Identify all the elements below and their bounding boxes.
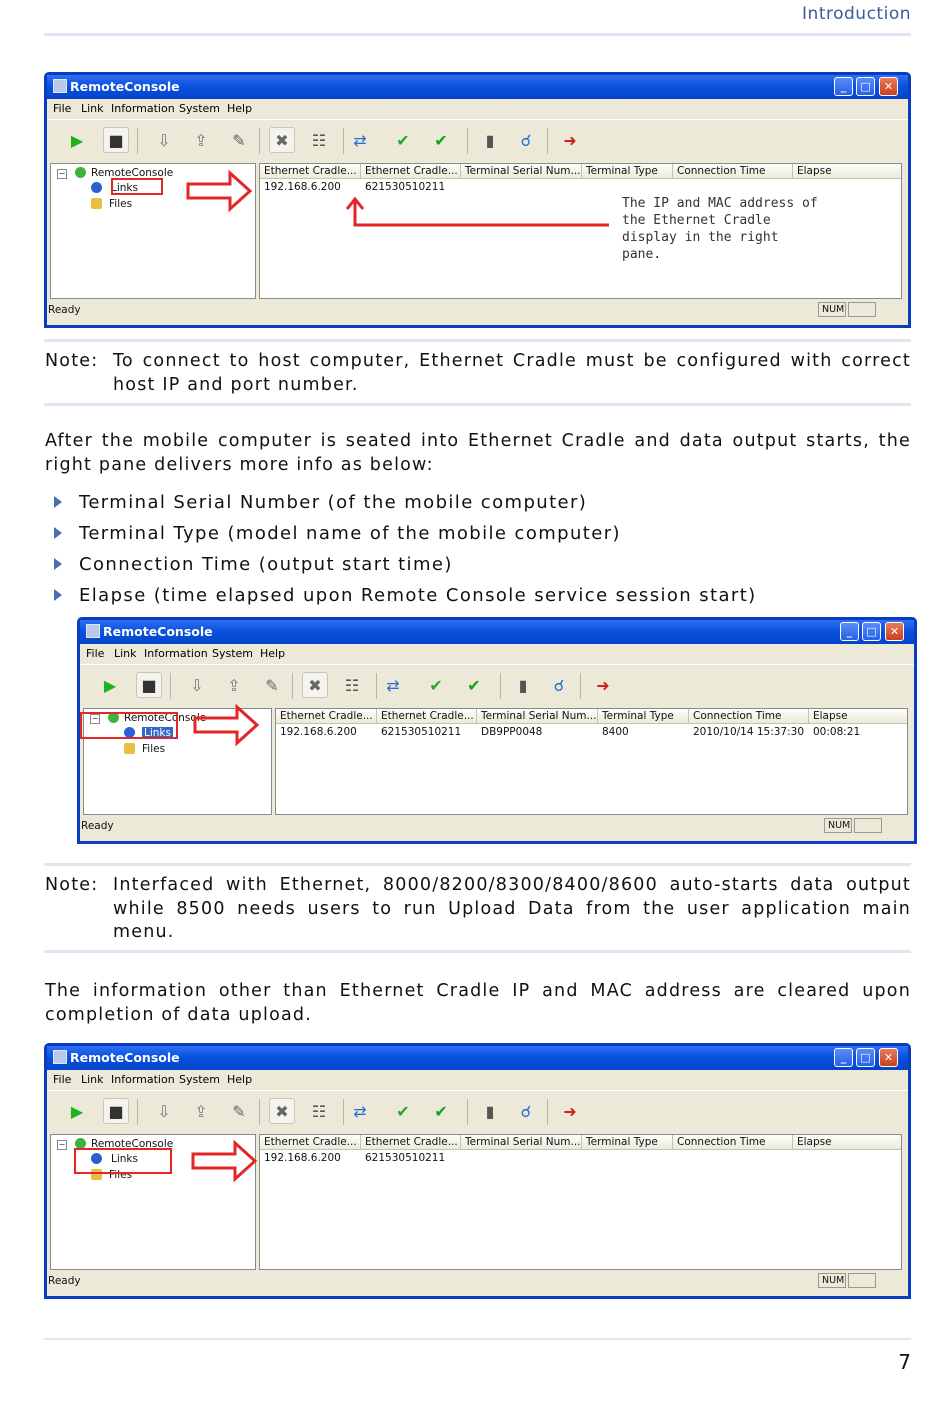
download-button[interactable] [184,672,210,698]
upload-button[interactable] [188,1098,214,1124]
stop-button[interactable] [103,1098,129,1124]
table-cell: 8400 [602,726,629,738]
menu-bar [47,99,908,119]
transfer-icon: ⇄ [353,1101,367,1121]
menu-item-help[interactable]: Help [260,647,286,660]
note-text: Interfaced with Ethernet, 8000/8200/8300/8400/8600 auto-starts data output while 8500 needs users to run Upload Data from the user application main menu. [113,875,911,942]
toolbar [47,119,908,160]
save-button[interactable] [428,127,454,153]
right-arrow-icon [186,171,266,217]
connected-icon [75,167,86,178]
upload-button[interactable] [221,672,247,698]
device-button[interactable] [477,127,503,153]
maximize-button[interactable]: □ [856,77,875,96]
maximize-button[interactable]: □ [862,622,881,641]
folder-icon [124,743,135,754]
delete-button[interactable] [269,1098,295,1124]
menu-item-system[interactable]: System [179,1073,221,1086]
annotation-line: pane. [622,247,662,262]
toolbar-separator [580,673,581,699]
delete-icon: ✖ [275,130,289,150]
play-button[interactable] [64,1098,90,1124]
edit-icon: ✎ [232,130,246,150]
column-header[interactable]: Elapse [793,1135,902,1150]
device-button[interactable] [510,672,536,698]
header-title: Introduction [802,4,911,24]
transfer-icon: ⇄ [353,130,367,150]
stop-icon: ■ [141,675,157,695]
title-bar [47,75,908,99]
config-icon: ✔ [396,1101,410,1121]
maximize-button[interactable]: □ [856,1048,875,1067]
annotation-line: display in the right [622,230,779,245]
menu-item-help[interactable]: Help [227,1073,253,1086]
folder-icon [91,198,102,209]
delete-button[interactable] [302,672,328,698]
window-title: RemoteConsole [70,1050,180,1065]
list-item: Terminal Serial Number (of the mobile computer) [52,487,912,518]
column-header[interactable]: Elapse [793,164,902,179]
table-cell: 00:08:21 [813,726,861,738]
stop-icon: ■ [108,1101,124,1121]
tree-root-label: RemoteConsole [91,1138,174,1150]
right-arrow-icon [191,1141,271,1187]
search-button[interactable] [546,672,572,698]
search-icon: ☌ [553,675,565,695]
close-button[interactable]: ✕ [879,1048,898,1067]
tree-item-label: Files [109,198,133,210]
column-header[interactable]: Connection Time [689,709,809,724]
title-bar [80,620,914,644]
toolbar-separator [547,1099,548,1125]
edit-button[interactable] [226,127,252,153]
table-cell: DB9PP0048 [481,726,543,738]
download-icon: ⇩ [190,675,204,695]
column-header[interactable]: Ethernet Cradle... [361,164,461,179]
toolbar-separator [343,1099,344,1125]
column-header[interactable]: Ethernet Cradle... [276,709,377,724]
highlight-box [80,712,178,739]
toolbar-separator [259,128,260,154]
collapse-icon[interactable]: − [91,714,99,723]
upload-icon: ⇪ [227,675,241,695]
menu-item-system[interactable]: System [212,647,254,660]
play-icon: ▶ [103,675,117,695]
column-header[interactable]: Terminal Serial Num... [461,164,582,179]
toolbar-separator [467,1099,468,1125]
table-cell: 192.168.6.200 [264,181,341,193]
config-button[interactable] [423,672,449,698]
search-icon: ☌ [520,1101,532,1121]
app-icon [53,79,67,93]
config-icon: ✔ [429,675,443,695]
list-icon: ☷ [311,1101,327,1121]
device-icon: ▮ [485,130,495,150]
menu-item-file[interactable]: File [53,1073,72,1086]
list-pane [275,708,908,815]
search-icon: ☌ [520,130,532,150]
transfer-button[interactable] [347,1098,373,1124]
config-icon: ✔ [396,130,410,150]
collapse-icon[interactable]: − [58,1140,66,1149]
annotation-line: The IP and MAC address of [622,196,818,211]
transfer-button[interactable] [380,672,406,698]
status-text: Ready [48,1275,81,1287]
exit-icon: ➜ [563,1101,577,1121]
table-cell: 621530510211 [365,1152,446,1164]
note-rule-top-2 [44,863,911,866]
column-header[interactable]: Terminal Serial Num... [477,709,598,724]
table-cell: 192.168.6.200 [264,1152,341,1164]
save-icon: ✔ [467,675,481,695]
save-icon: ✔ [434,130,448,150]
tree-root-label: RemoteConsole [91,167,174,179]
highlight-box [111,178,163,195]
toolbar-separator [500,673,501,699]
config-button[interactable] [390,127,416,153]
toolbar-separator [547,128,548,154]
remoteconsole-window-1 [44,72,911,328]
toolbar-separator [343,128,344,154]
download-icon: ⇩ [157,130,171,150]
edit-icon: ✎ [265,675,279,695]
status-bar [47,1271,908,1291]
list-item: Terminal Type (model name of the mobile computer) [52,518,912,549]
toolbar-separator [170,673,171,699]
download-button[interactable] [151,127,177,153]
list-item: Elapse (time elapsed upon Remote Console service session start) [52,580,912,611]
search-button[interactable] [513,1098,539,1124]
bullet-triangle-icon [54,589,62,601]
list-item: Connection Time (output start time) [52,549,912,580]
list-button[interactable] [339,672,365,698]
close-button[interactable]: ✕ [885,622,904,641]
table-cell: 621530510211 [365,181,446,193]
app-icon [86,624,100,638]
device-icon: ▮ [518,675,528,695]
delete-button[interactable] [269,127,295,153]
column-header[interactable]: Connection Time [673,164,793,179]
menu-item-file[interactable]: File [53,102,72,115]
search-button[interactable] [513,127,539,153]
play-button[interactable] [64,127,90,153]
menu-item-system[interactable]: System [179,102,221,115]
close-button[interactable]: ✕ [879,77,898,96]
status-bar [47,300,908,320]
toolbar-separator [259,1099,260,1125]
stop-button[interactable] [103,127,129,153]
tree-item-label: Files [142,743,166,755]
list-button[interactable] [306,1098,332,1124]
column-header[interactable]: Ethernet Cradle... [260,164,361,179]
config-button[interactable] [390,1098,416,1124]
note-rule-bottom-2 [44,950,911,953]
toolbar-separator [137,1099,138,1125]
annotation-text [622,195,818,263]
list-pane [259,1134,902,1270]
remoteconsole-window-3 [44,1043,911,1299]
status-bar [80,816,914,836]
column-header[interactable]: Elapse [809,709,908,724]
status-text: Ready [81,820,114,832]
title-bar [47,1046,908,1070]
paragraph-1: After the mobile computer is seated into Ethernet Cradle and data output starts, the right pane delivers more info as below: [45,431,911,475]
paragraph-2: The information other than Ethernet Cradle IP and MAC address are cleared upon completion of data upload. [45,981,911,1025]
annotation-line: the Ethernet Cradle [622,213,771,228]
toolbar [47,1090,908,1131]
transfer-button[interactable] [347,127,373,153]
toolbar-separator [292,673,293,699]
play-icon: ▶ [70,1101,84,1121]
minimize-button[interactable]: _ [834,77,853,96]
tree-item-label: Links [111,182,138,194]
delete-icon: ✖ [275,1101,289,1121]
status-indicator [854,818,882,833]
bullet-triangle-icon [54,496,62,508]
note-rule-top-1 [44,339,911,342]
note-text: To connect to host computer, Ethernet Cradle must be configured with correct host IP and port number. [113,351,911,395]
exit-button[interactable] [557,1098,583,1124]
tree-root-label: RemoteConsole [124,712,207,724]
edit-button[interactable] [259,672,285,698]
menu-item-information[interactable]: Information [111,102,175,115]
column-header[interactable]: Ethernet Cradle... [361,1135,461,1150]
toolbar-separator [467,128,468,154]
device-icon: ▮ [485,1101,495,1121]
num-lock-indicator: NUM [824,818,852,833]
save-button[interactable] [461,672,487,698]
page-number: 7 [898,1350,911,1374]
status-text: Ready [48,304,81,316]
stop-button[interactable] [136,672,162,698]
table-cell: 192.168.6.200 [280,726,357,738]
toolbar-separator [137,128,138,154]
column-header[interactable]: Terminal Serial Num... [461,1135,582,1150]
minimize-button[interactable]: _ [840,622,859,641]
save-button[interactable] [428,1098,454,1124]
device-button[interactable] [477,1098,503,1124]
note-label: Note: [45,351,99,371]
menu-item-information[interactable]: Information [111,1073,175,1086]
table-cell: 621530510211 [381,726,462,738]
column-header[interactable]: Terminal Type [598,709,689,724]
list-icon: ☷ [311,130,327,150]
upload-button[interactable] [188,127,214,153]
tree-item-label: Links [144,727,171,739]
num-lock-indicator: NUM [818,1273,846,1288]
play-button[interactable] [97,672,123,698]
window-title: RemoteConsole [70,79,180,94]
toolbar-separator [376,673,377,699]
play-icon: ▶ [70,130,84,150]
bullet-triangle-icon [54,558,62,570]
window-title: RemoteConsole [103,624,213,639]
edit-button[interactable] [226,1098,252,1124]
right-arrow-icon [193,705,273,751]
highlight-box [74,1148,172,1174]
footer-rule [44,1338,911,1340]
column-header[interactable]: Ethernet Cradle... [260,1135,361,1150]
column-header[interactable]: Terminal Type [582,164,673,179]
app-icon [53,1050,67,1064]
menu-item-information[interactable]: Information [144,647,208,660]
menu-item-link[interactable]: Link [114,647,137,660]
status-indicator [848,302,876,317]
menu-item-help[interactable]: Help [227,102,253,115]
table-cell: 2010/10/14 15:37:30 [693,726,805,738]
menu-bar [80,644,914,664]
note-label: Note: [45,875,99,895]
num-lock-indicator: NUM [818,302,846,317]
menu-bar [47,1070,908,1090]
collapse-icon[interactable]: − [58,169,66,178]
note-rule-bottom-1 [44,403,911,406]
exit-button[interactable] [557,127,583,153]
remoteconsole-window-2 [77,617,917,844]
note-1 [45,350,911,397]
tree-item-label: Files [109,1169,133,1181]
exit-icon: ➜ [596,675,610,695]
upload-icon: ⇪ [194,1101,208,1121]
column-header[interactable]: Ethernet Cradle... [377,709,477,724]
toolbar [80,664,914,705]
download-button[interactable] [151,1098,177,1124]
minimize-button[interactable]: _ [834,1048,853,1067]
exit-icon: ➜ [563,130,577,150]
tree-item-label: Links [111,1153,138,1165]
transfer-icon: ⇄ [386,675,400,695]
menu-item-file[interactable]: File [86,647,105,660]
menu-item-link[interactable]: Link [81,1073,104,1086]
column-header[interactable]: Connection Time [673,1135,793,1150]
list-button[interactable] [306,127,332,153]
status-indicator [848,1273,876,1288]
bullet-triangle-icon [54,527,62,539]
download-icon: ⇩ [157,1101,171,1121]
column-header[interactable]: Terminal Type [582,1135,673,1150]
menu-item-link[interactable]: Link [81,102,104,115]
bullet-list [52,487,912,611]
note-2 [45,874,911,945]
stop-icon: ■ [108,130,124,150]
exit-button[interactable] [590,672,616,698]
save-icon: ✔ [434,1101,448,1121]
edit-icon: ✎ [232,1101,246,1121]
header-rule [44,33,911,36]
up-arrow-icon [339,195,639,235]
delete-icon: ✖ [308,675,322,695]
list-icon: ☷ [344,675,360,695]
upload-icon: ⇪ [194,130,208,150]
info-icon [91,182,102,193]
